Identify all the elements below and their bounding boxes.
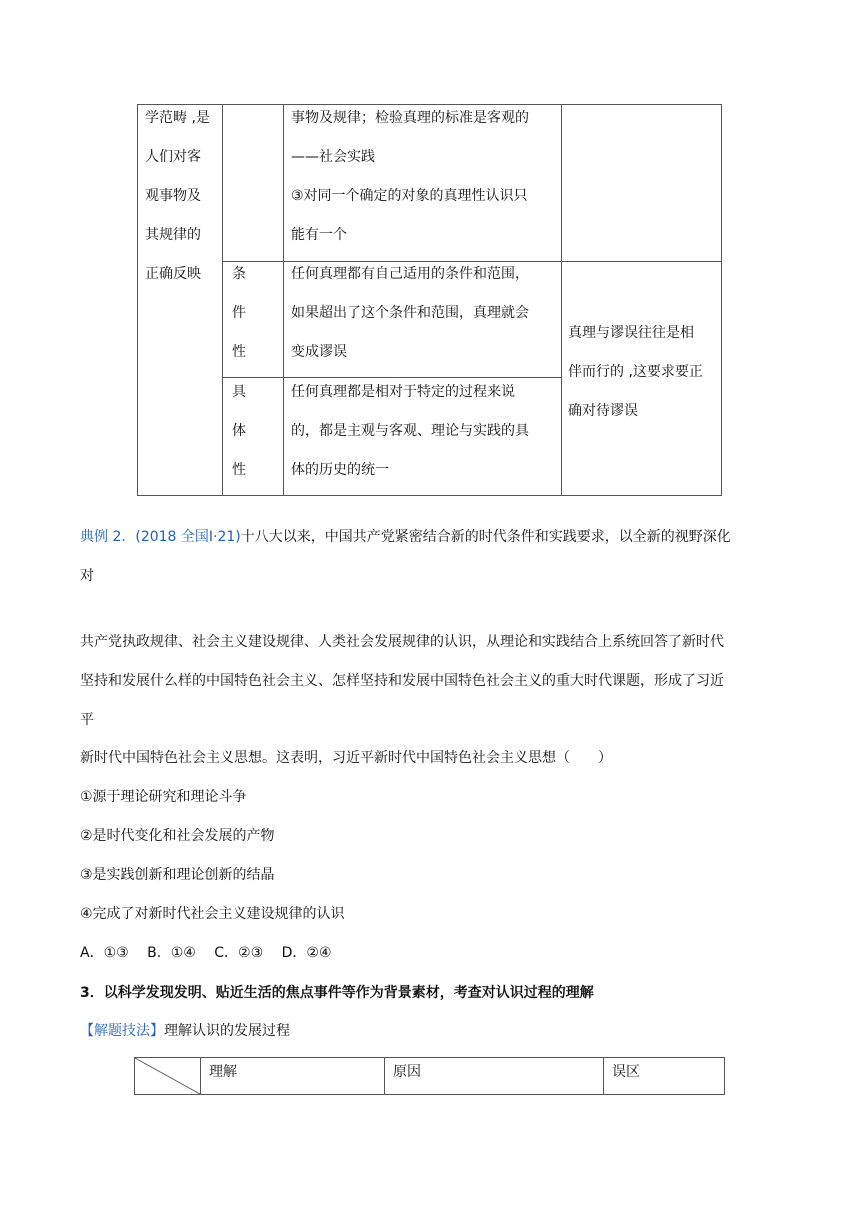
row3-label-char: 性 [232, 462, 246, 478]
diagonal-header-cell [134, 1057, 201, 1095]
truth-table [137, 104, 722, 496]
example-line-3: 共产党执政规律、社会主义建设规律、人类社会发展规律的认识，从理论和实践结合上系统回答了新时代 [80, 634, 724, 650]
row2-line: 如果超出了这个条件和范围，真理就会 [291, 305, 529, 321]
example-line-6: 新时代中国特色社会主义思想。这表明，习近平新时代中国特色社会主义思想（ ） [80, 750, 612, 766]
tip-line [80, 1021, 290, 1041]
right-line: 真理与谬误往往是相 [568, 325, 694, 341]
example-line-1 [80, 527, 731, 547]
col1-line: 其规律的 [145, 227, 201, 243]
understanding-table [134, 1057, 725, 1095]
row2-label-char: 件 [232, 305, 246, 321]
right-line: 确对待谬误 [568, 403, 638, 419]
section3-heading: 3．以科学发现发明、贴近生活的焦点事件等作为背景素材，考查对认识过程的理解 [80, 985, 594, 1001]
tip-text: 理解认识的发展过程 [164, 1023, 290, 1039]
row2-label-char: 条 [232, 266, 246, 282]
answer-choices: A．①③ B．①④ C．②③ D．②④ [80, 945, 332, 961]
row2-line: 任何真理都有自己适用的条件和范围， [291, 266, 529, 282]
right-line: 伴而行的 ,这要求要正 [568, 364, 703, 380]
row1-line: ——社会实践 [291, 149, 375, 165]
col1-line: 人们对客 [145, 149, 201, 165]
header-misconception: 误区 [612, 1064, 640, 1080]
header-understanding: 理解 [209, 1064, 237, 1080]
row3-line: 的，都是主观与客观、理论与实践的具 [291, 423, 529, 439]
example-line-4: 坚持和发展什么样的中国特色社会主义、怎样坚持和发展中国特色社会主义的重大时代课题，形成了习近 [80, 673, 724, 689]
example-line-2: 对 [80, 568, 94, 584]
example-label: 典例 2．(2018 全国Ⅰ·21) [80, 529, 241, 545]
row3-line: 体的历史的统一 [291, 462, 389, 478]
option-2: ②是时代变化和社会发展的产物 [80, 828, 275, 844]
row2-label-char: 性 [232, 344, 246, 360]
row2-line: 变成谬误 [291, 344, 347, 360]
row3-label-char: 具 [232, 384, 246, 400]
example-line1-rest: 十八大以来，中国共产党紧密结合新的时代条件和实践要求，以全新的视野深化 [240, 529, 731, 545]
example-line-5: 平 [80, 712, 94, 728]
col1-line: 正确反映 [145, 266, 201, 282]
option-3: ③是实践创新和理论创新的结晶 [80, 867, 275, 883]
row3-line: 任何真理都是相对于特定的过程来说 [291, 384, 515, 400]
option-4: ④完成了对新时代社会主义建设规律的认识 [80, 906, 345, 922]
tip-label: 【解题技法】 [80, 1023, 164, 1039]
header-reason: 原因 [393, 1064, 421, 1080]
row3-label-char: 体 [232, 423, 246, 439]
col1-line: 学范畴 ,是 [145, 110, 210, 126]
row1-line: 能有一个 [291, 227, 347, 243]
col1-line: 观事物及 [145, 188, 201, 204]
row1-line: 事物及规律；检验真理的标准是客观的 [291, 110, 529, 126]
row1-line: ③对同一个确定的对象的真理性认识只 [291, 188, 528, 204]
option-1: ①源于理论研究和理论斗争 [80, 789, 247, 805]
